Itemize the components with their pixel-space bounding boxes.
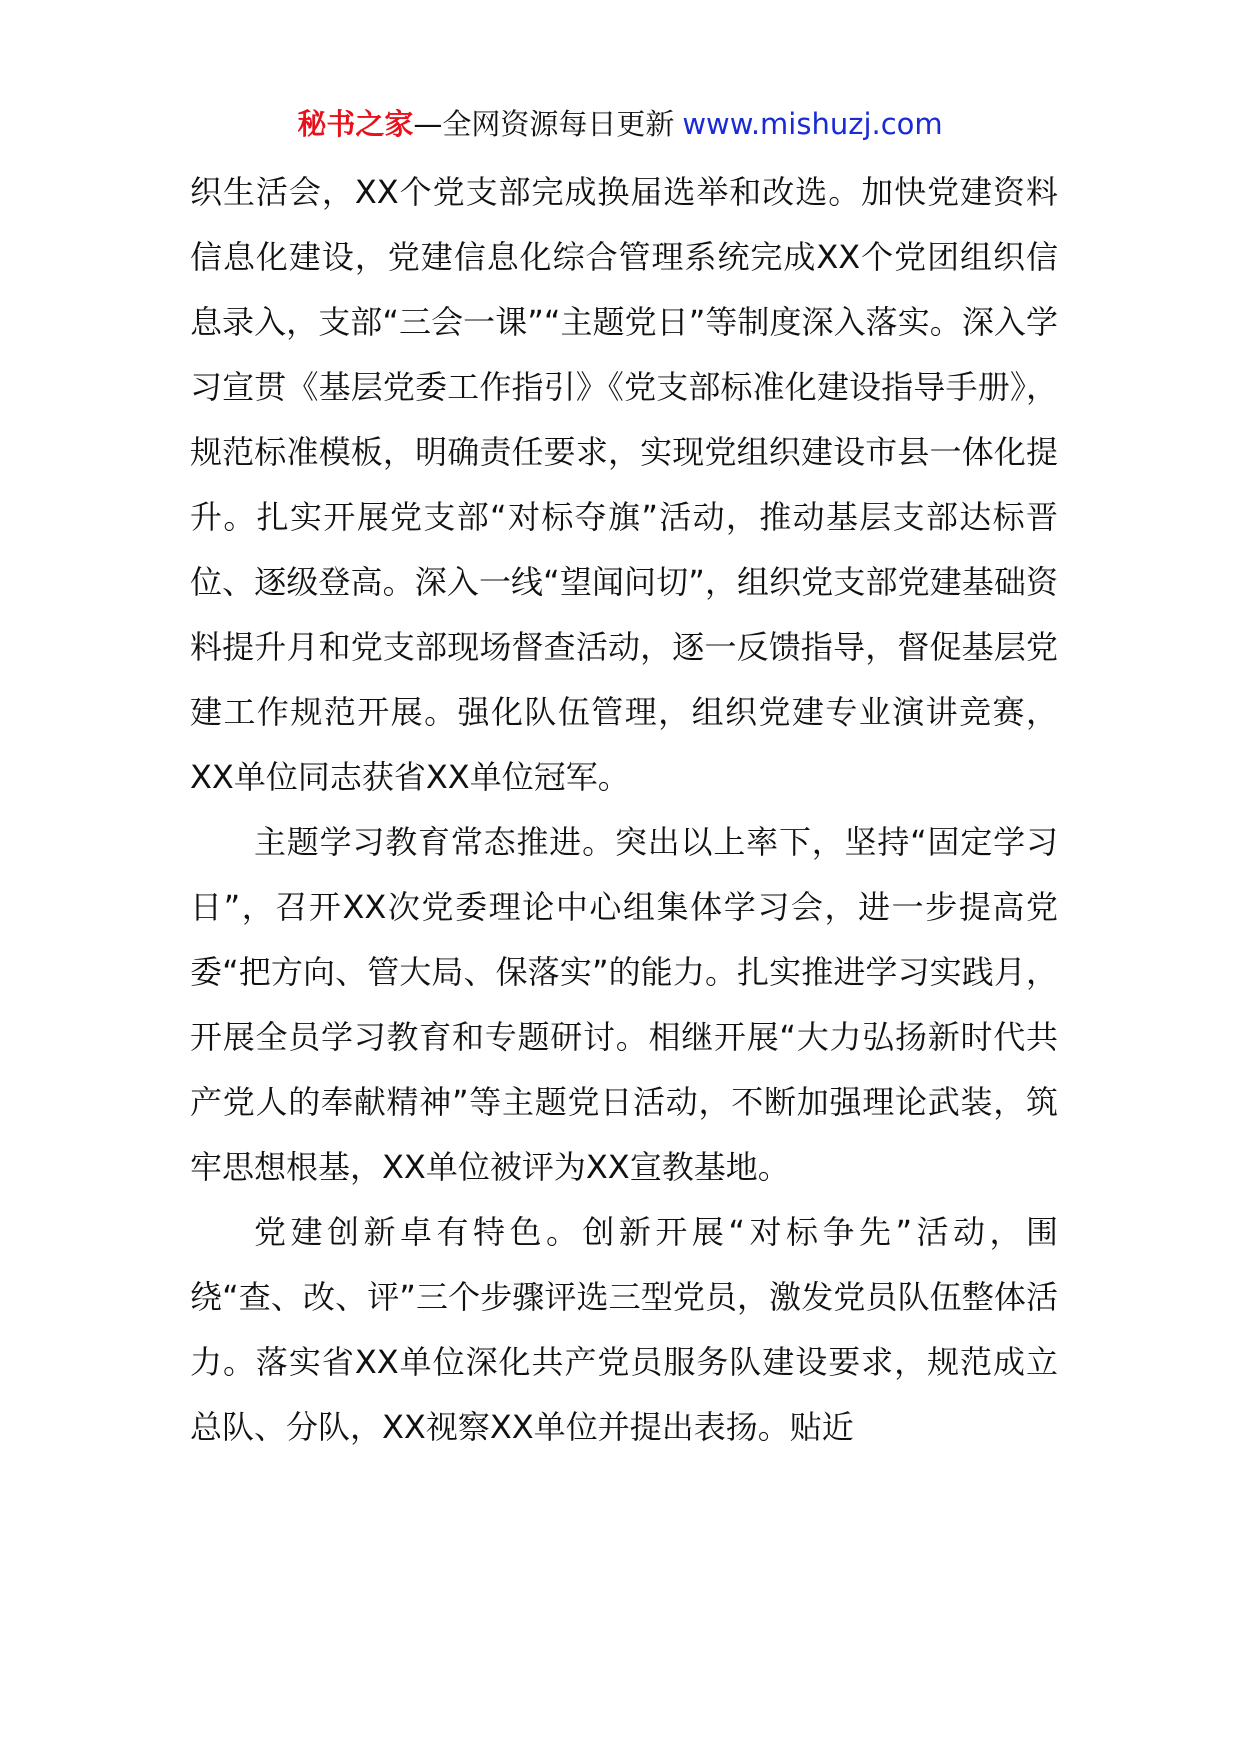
paragraph-continued: 织生活会，XX个党支部完成换届选举和改选。加快党建资料信息化建设，党建信息化综合管理系统完成XX个党团组织信息录入，支部“三会一课”“主题党日”等制度深入落实。深入学习宣贯《基层党委工作指引》《党支部标准化建设指导手册》，规范标准模板，明确责任要求，实现党组织建设市县一体化提升。扎实开展党支部“对标夺旗”活动，推动基层支部达标晋位、逐级登高。深入一线“望闻问切”，组织党支部党建基础资料提升月和党支部现场督查活动，逐一反馈指导，督促基层党建工作规范开展。强化队伍管理，组织党建专业演讲竞赛，XX单位同志获省XX单位冠军。 [190,173,1058,796]
site-url-link[interactable]: www.mishuzj.com [682,107,943,141]
document-body [190,160,1058,1460]
page-header [0,104,1240,144]
header-slogan: —全网资源每日更新 [413,107,675,141]
paragraph-study-education: 主题学习教育常态推进。突出以上率下，坚持“固定学习日”，召开XX次党委理论中心组集体学习会，进一步提高党委“把方向、管大局、保落实”的能力。扎实推进学习实践月，开展全员学习教育和专题研讨。相继开展“大力弘扬新时代共产党人的奉献精神”等主题党日活动，不断加强理论武装，筑牢思想根基，XX单位被评为XX宣教基地。 [190,823,1058,1186]
brand-name: 秘书之家 [297,107,414,141]
paragraph-innovation: 党建创新卓有特色。创新开展“对标争先”活动，围绕“查、改、评”三个步骤评选三型党员，激发党员队伍整体活力。落实省XX单位深化共产党员服务队建设要求，规范成立总队、分队，XX视察XX单位并提出表扬。贴近 [190,1213,1058,1446]
